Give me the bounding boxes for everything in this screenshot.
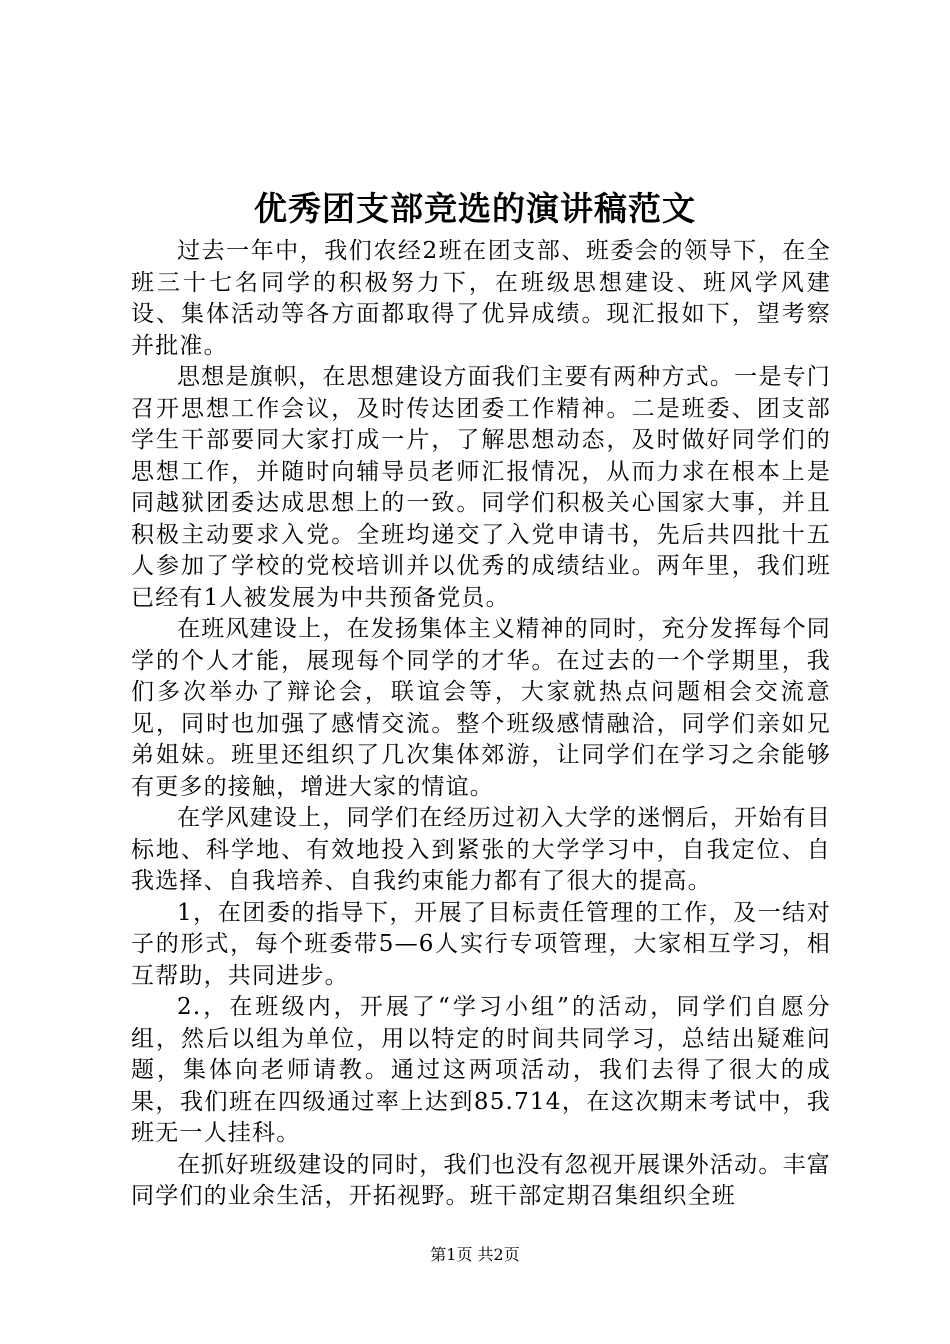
paragraph: 思想是旗帜，在思想建设方面我们主要有两种方式。一是专门召开思想工作会议，及时传达团委工作精神。二是班委、团支部学生干部要同大家打成一片，了解思想动态，及时做好同学们的思想工作，并随时向辅导员老师汇报情况，从而力求在根本上是同越狱团委达成思想上的一致。同学们积极关心国家大事，并且积极主动要求入党。全班均递交了入党申请书，先后共四批十五人参加了学校的党校培训并以优秀的成绩结业。两年里，我们班已经有1人被发展为中共预备党员。 (131, 364, 831, 611)
paragraph: 在抓好班级建设的同时，我们也没有忽视开展课外活动。丰富同学们的业余生活，开拓视野。班干部定期召集组织全班 (131, 1151, 831, 1209)
paragraph: 在学风建设上，同学们在经历过初入大学的迷惘后，开始有目标地、科学地、有效地投入到紧张的大学学习中，自我定位、自我选择、自我培养、自我约束能力都有了很大的提高。 (131, 805, 831, 894)
paragraph: 2.，在班级内，开展了“学习小组”的活动，同学们自愿分组，然后以组为单位，用以特定的时间共同学习，总结出疑难问题，集体向老师请教。通过这两项活动，我们去得了很大的成果，我们班在四级通过率上达到85.714，在这次期末考试中，我班无一人挂科。 (131, 994, 831, 1146)
document-title: 优秀团支部竞选的演讲稿范文 (254, 189, 696, 228)
paragraph: 过去一年中，我们农经2班在团支部、班委会的领导下，在全班三十七名同学的积极努力下，在班级思想建设、班风学风建设、集体活动等各方面都取得了优异成绩。现汇报如下，望考察并批准。 (131, 238, 831, 359)
document-body (131, 236, 831, 1213)
paragraph: 1，在团委的指导下，开展了目标责任管理的工作，及一结对子的形式，每个班委带5—6人实行专项管理，大家相互学习，相互帮助，共同进步。 (131, 899, 831, 989)
page-footer: 第1页 共2页 (430, 1245, 520, 1264)
paragraph: 在班风建设上，在发扬集体主义精神的同时，充分发挥每个同学的个人才能，展现每个同学的才华。在过去的一个学期里，我们多次举办了辩论会，联谊会等，大家就热点问题相会交流意见，同时也加强了感情交流。整个班级感情融洽，同学们亲如兄弟姐妹。班里还组织了几次集体郊游，让同学们在学习之余能够有更多的接触，增进大家的情谊。 (131, 616, 831, 800)
